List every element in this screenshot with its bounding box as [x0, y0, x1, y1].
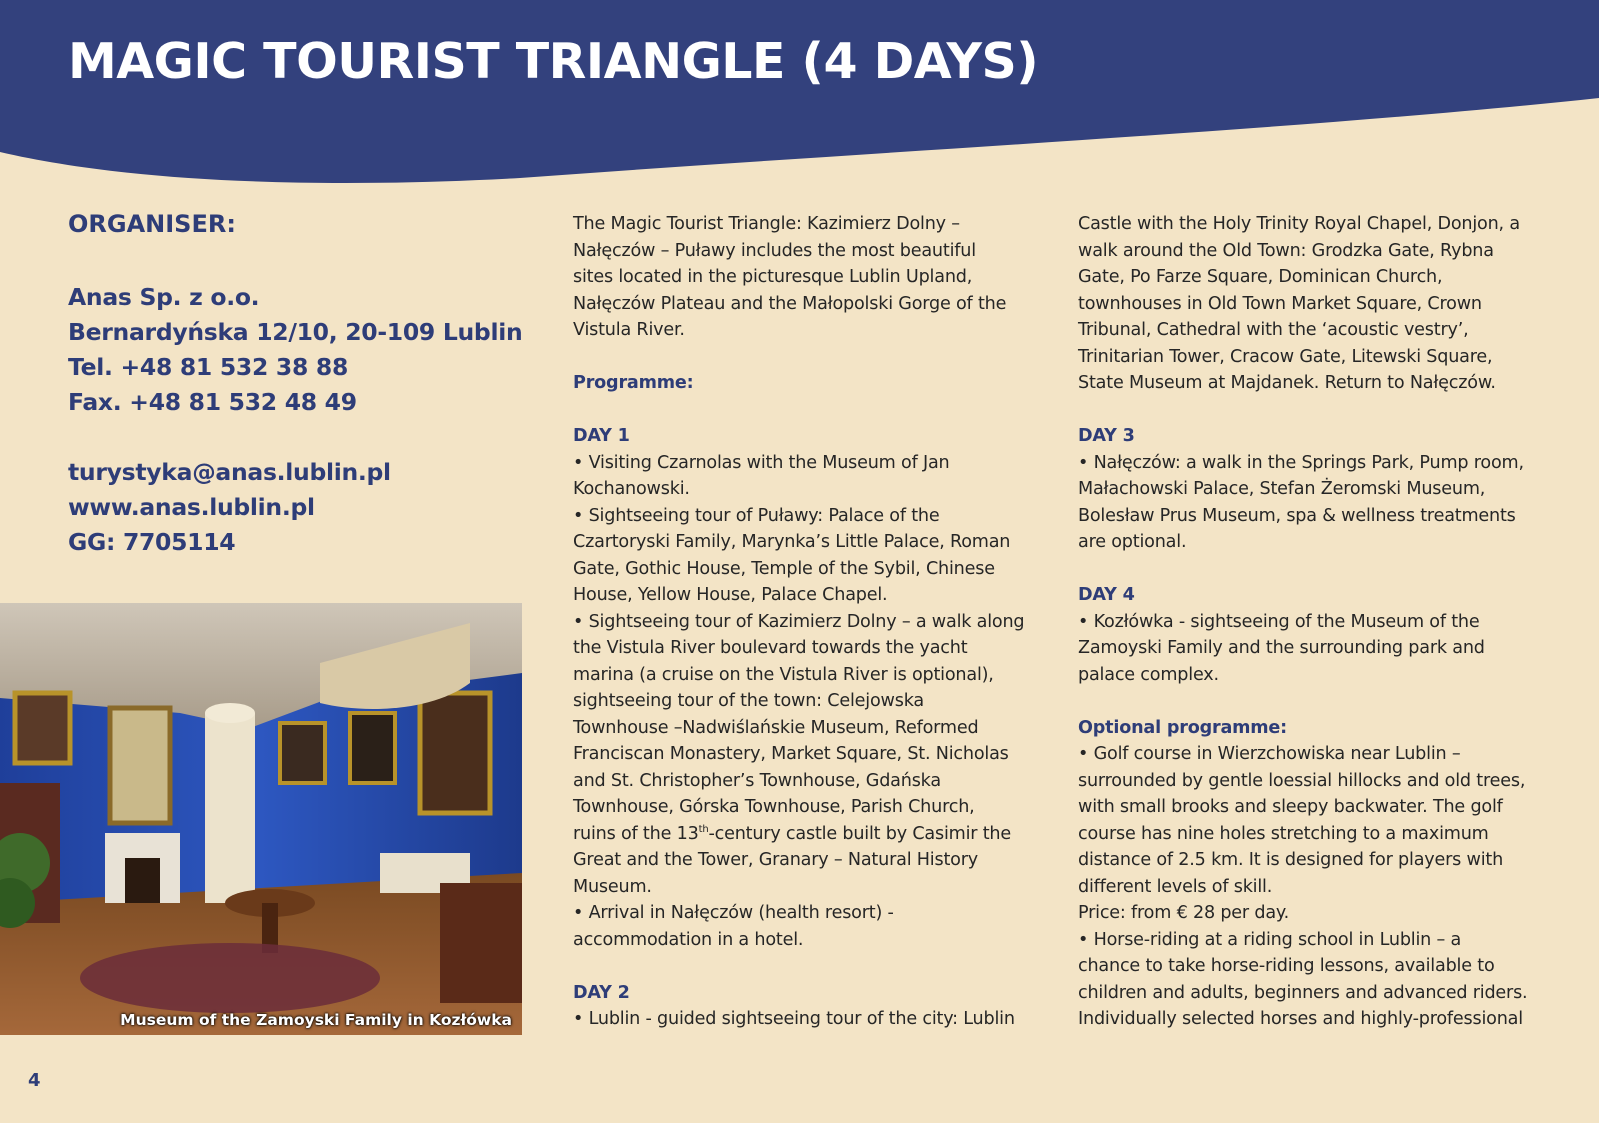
- organiser-gg: GG: 7705114: [68, 528, 236, 556]
- page-title: MAGIC TOURIST TRIANGLE (4 DAYS): [68, 33, 1039, 90]
- programme-column-1: [573, 211, 1043, 1033]
- intro-paragraph: The Magic Tourist Triangle: Kazimierz Dolny – Nałęczów – Puławy includes the most beautiful sites located in the picturesque Lublin Upland, Nałęczów Plateau and the Małopolski Gorge of the Vistula River.: [573, 214, 1007, 340]
- day1-text: • Visiting Czarnolas with the Museum of Jan Kochanowski. • Sightseeing tour of Puławy: Palace of the Czartoryski Family, Marynka’s Little Palace, Roman Gate, Gothic House, Temple of the Sybil, Chinese House, Yellow House, Palace Chapel. • Sightseeing tour of Kazimierz Dolny – a walk along the Vistula River boulevard towards the yacht marina (a cruise on the Vistula River is optional), sightseeing tour of the town: Celejowska Townhouse –Nadwiślańskie Museum, Reformed Franciscan Monastery, Market Square, St. Nicholas and St. Christopher’s Townhouse, Gdańska Townhouse, Górska Townhouse, Parish Church, ruins of the 13th-century castle built by Casimir the Great and the Tower, Granary – Natural History Museum. • Arrival in Nałęczów (health resort) - accommodation in a hotel.: [573, 452, 1025, 950]
- organiser-tel: Tel. +48 81 532 38 88: [68, 353, 348, 381]
- programme-column-2: [1078, 211, 1578, 1033]
- day2-text: • Lublin - guided sightseeing tour of the city: Lublin: [573, 1009, 1015, 1029]
- day3-text: • Nałęczów: a walk in the Springs Park, Pump room, Małachowski Palace, Stefan Żeromski Museum, Bolesław Prus Museum, spa & wellness treatments are optional.: [1078, 452, 1524, 552]
- organiser-email-link[interactable]: turystyka@anas.lublin.pl: [68, 458, 391, 486]
- optional-programme-text: • Golf course in Wierzchowiska near Lublin – surrounded by gentle loessial hillocks and old trees, with small brooks and sleepy backwater. The golf course has nine holes stretching to a maximum distance of 2.5 km. It is designed for players with different levels of skill. Price: from € 28 per day. • Horse-riding at a riding school in Lublin – a chance to take horse-riding lessons, available to children and adults, beginners and advanced riders. Individually selected horses and highly-professional: [1078, 744, 1528, 1029]
- day3-heading: DAY 3: [1078, 426, 1135, 446]
- organiser-label: ORGANISER:: [68, 210, 236, 238]
- page-number: 4: [28, 1070, 41, 1091]
- museum-interior-photo: [0, 603, 522, 1035]
- programme-heading: Programme:: [573, 373, 694, 393]
- photo-caption: Museum of the Zamoyski Family in Kozłówka: [120, 1011, 512, 1029]
- organiser-address: Bernardyńska 12/10, 20-109 Lublin: [68, 318, 523, 346]
- organiser-website-link[interactable]: www.anas.lublin.pl: [68, 493, 315, 521]
- day1-heading: DAY 1: [573, 426, 630, 446]
- organiser-block: [68, 210, 523, 560]
- header-band: [0, 0, 1599, 185]
- day2-heading: DAY 2: [573, 982, 630, 1003]
- optional-programme-heading: Optional programme:: [1078, 717, 1287, 738]
- organiser-fax: Fax. +48 81 532 48 49: [68, 388, 357, 416]
- day4-text: • Kozłówka - sightseeing of the Museum of the Zamoyski Family and the surrounding park and palace complex.: [1078, 611, 1485, 685]
- day2-continued-text: Castle with the Holy Trinity Royal Chapel, Donjon, a walk around the Old Town: Grodzka Gate, Rybna Gate, Po Farze Square, Dominican Church, townhouses in Old Town Market Square, Crown Tribunal, Cathedral with the ‘acoustic vestry’, Trinitarian Tower, Cracow Gate, Litewski Square, State Museum at Majdanek. Return to Nałęczów.: [1078, 214, 1520, 393]
- day4-heading: DAY 4: [1078, 585, 1135, 605]
- organiser-company: Anas Sp. z o.o.: [68, 283, 260, 311]
